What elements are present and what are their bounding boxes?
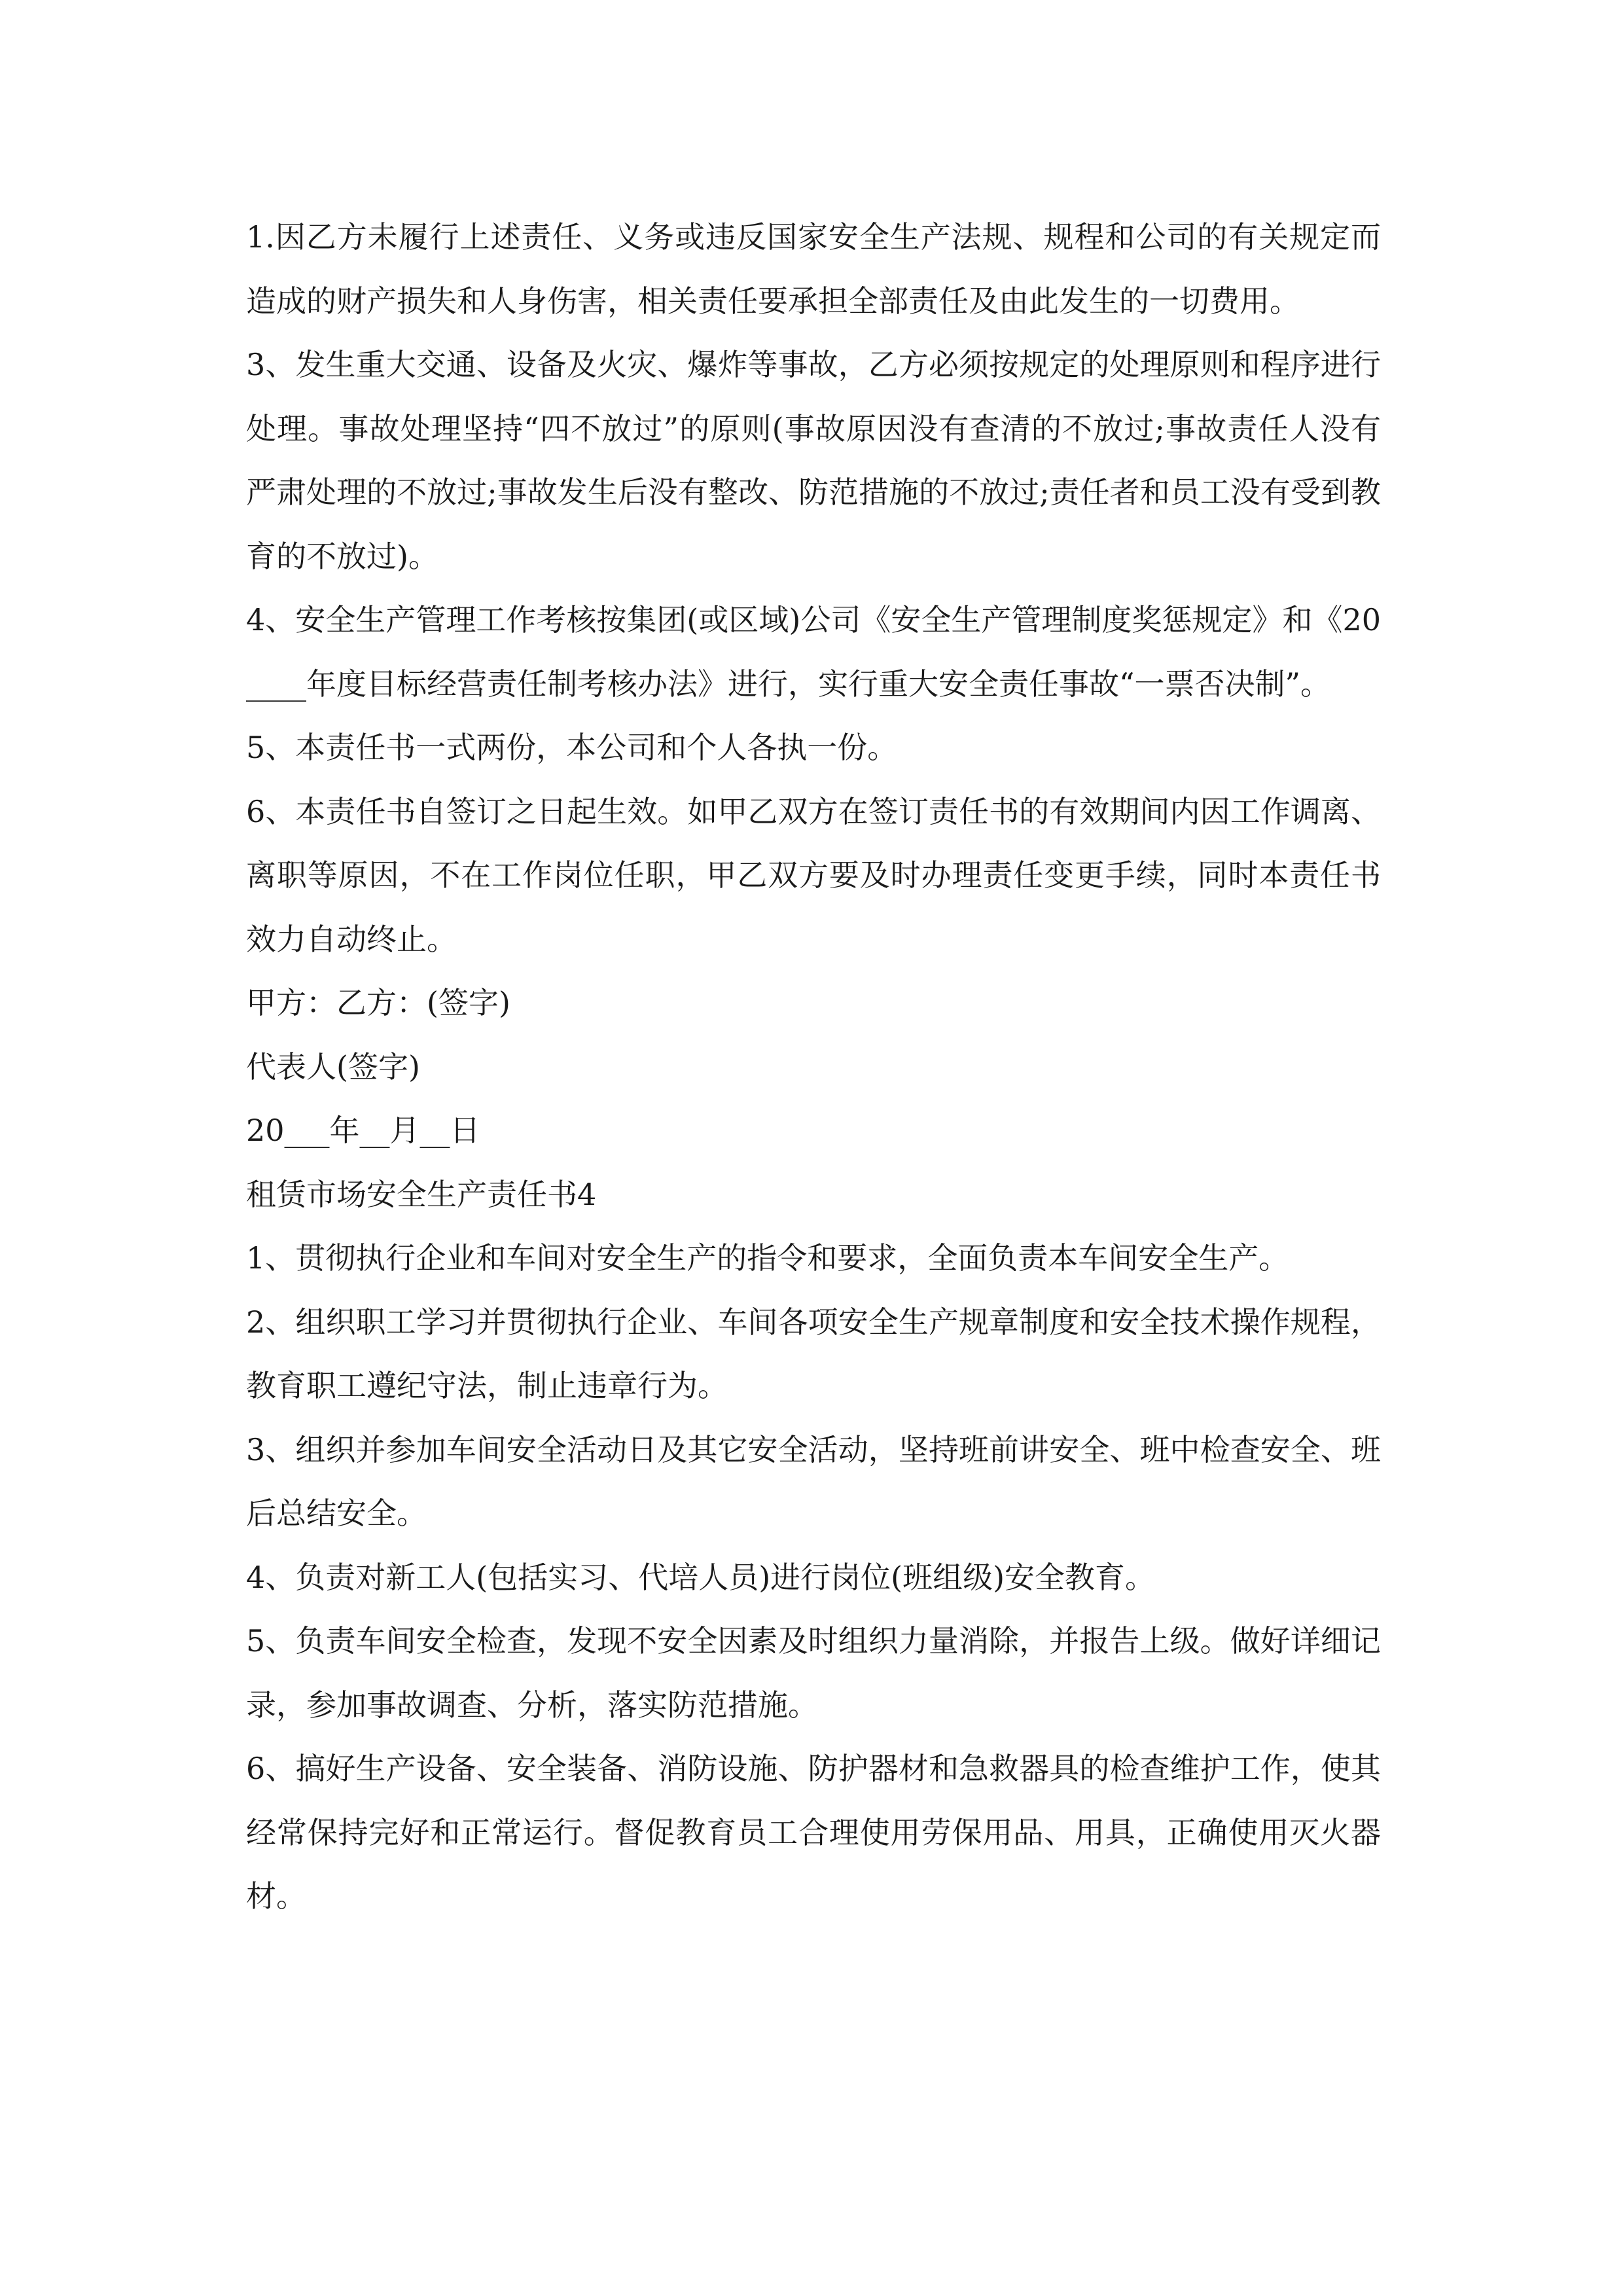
document-body (246, 206, 1381, 1929)
paragraph-clause-4-assessment: 4、安全生产管理工作考核按集团(或区域)公司《安全生产管理制度奖惩规定》和《20____年度目标经营责任制考核办法》进行，实行重大安全责任事故“一票否决制”。 (246, 602, 1381, 702)
paragraph-duty-3: 3、组织并参加车间安全活动日及其它安全活动，坚持班前讲安全、班中检查安全、班后总结安全。 (246, 1431, 1381, 1531)
paragraph-clause-5-copies: 5、本责任书一式两份，本公司和个人各执一份。 (246, 730, 898, 765)
paragraph-duty-1: 1、贯彻执行企业和车间对安全生产的指令和要求，全面负责本车间安全生产。 (246, 1240, 1289, 1276)
signature-parties-line: 甲方：乙方：(签字) (246, 985, 510, 1020)
paragraph-clause-3-accident-handling: 3、发生重大交通、设备及火灾、爆炸等事故，乙方必须按规定的处理原则和程序进行处理。事故处理坚持“四不放过”的原则(事故原因没有查清的不放过;事故责任人没有严肃处理的不放过;事故发生后没有整改、防范措施的不放过;责任者和员工没有受到教育的不放过)。 (246, 347, 1381, 574)
signature-representative-line: 代表人(签字) (246, 1049, 420, 1085)
paragraph-duty-6: 6、搞好生产设备、安全装备、消防设施、防护器材和急救器具的检查维护工作，使其经常保持完好和正常运行。督促教育员工合理使用劳保用品、用具，正确使用灭火器材。 (246, 1751, 1381, 1914)
paragraph-duty-2: 2、组织职工学习并贯彻执行企业、车间各项安全生产规章制度和安全技术操作规程，教育职工遵纪守法，制止违章行为。 (246, 1304, 1381, 1403)
paragraph-clause-6-effective: 6、本责任书自签订之日起生效。如甲乙双方在签订责任书的有效期间内因工作调离、离职等原因，不在工作岗位任职，甲乙双方要及时办理责任变更手续，同时本责任书效力自动终止。 (246, 793, 1381, 957)
paragraph-duty-4: 4、负责对新工人(包括实习、代培人员)进行岗位(班组级)安全教育。 (246, 1559, 1156, 1595)
paragraph-clause-1-liability: 1.因乙方未履行上述责任、义务或违反国家安全生产法规、规程和公司的有关规定而造成的财产损失和人身伤害，相关责任要承担全部责任及由此发生的一切费用。 (246, 219, 1381, 319)
date-line: 20___年__月__日 (246, 1113, 480, 1148)
paragraph-duty-5: 5、负责车间安全检查，发现不安全因素及时组织力量消除，并报告上级。做好详细记录，参加事故调查、分析，落实防范措施。 (246, 1623, 1381, 1723)
section-title: 租赁市场安全生产责任书4 (246, 1176, 597, 1212)
